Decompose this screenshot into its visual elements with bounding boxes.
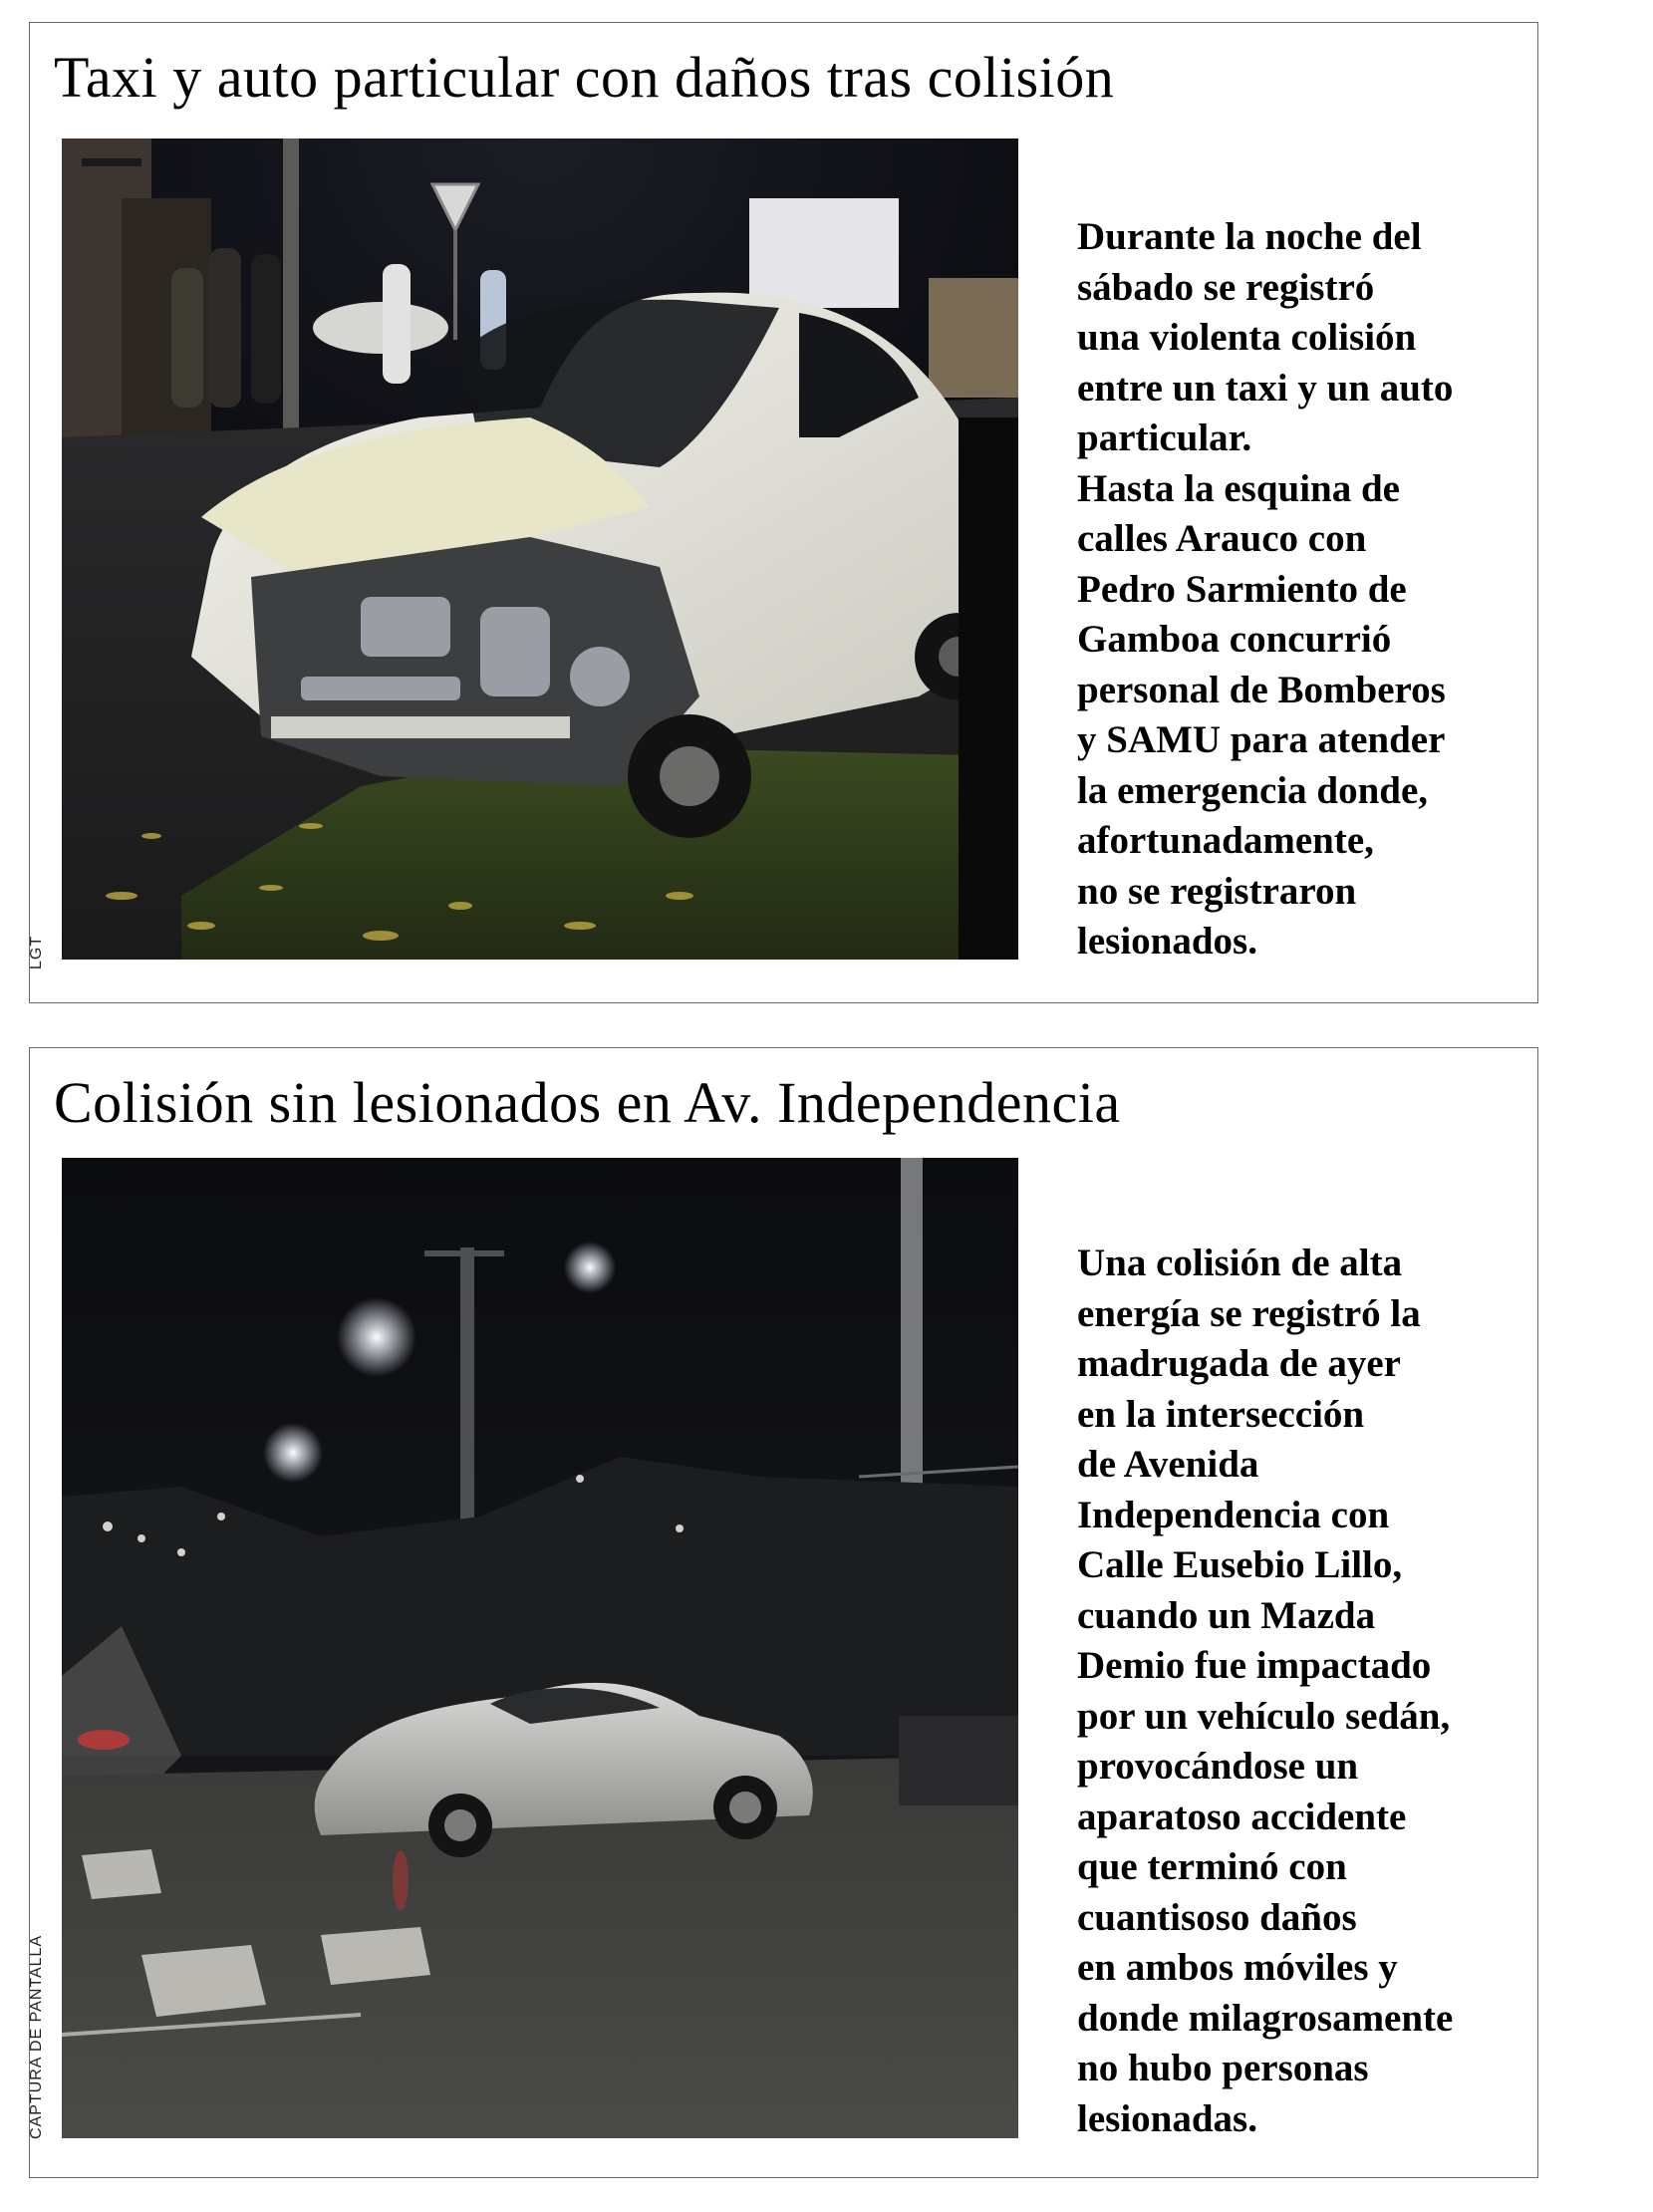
body-line: donde milagrosamente: [1077, 1996, 1454, 2040]
headline: Taxi y auto particular con daños tras colisión: [54, 45, 1115, 110]
body-line: cuantisoso daños: [1077, 1895, 1357, 1939]
intersection-illustration: [62, 1158, 1018, 2138]
body-line: en ambos móviles y: [1077, 1946, 1398, 1989]
photo-crashed-car: [62, 138, 1018, 960]
story-body: [1077, 212, 1525, 968]
body-line: lesionados.: [1077, 920, 1257, 963]
body-line: que terminó con: [1077, 1845, 1347, 1888]
body-line: Pedro Sarmiento de: [1077, 567, 1407, 611]
photo-credit: LGT: [28, 935, 45, 969]
body-line: entre un taxi y un auto: [1077, 366, 1454, 410]
body-line: la emergencia donde,: [1077, 768, 1429, 812]
body-line: no hubo personas: [1077, 2047, 1369, 2089]
body-line: calles Arauco con: [1077, 517, 1367, 560]
body-line: Durante la noche del: [1077, 215, 1422, 258]
body-line: particular.: [1077, 416, 1252, 459]
body-line: lesionadas.: [1077, 2096, 1257, 2140]
body-line: y SAMU para atender: [1077, 718, 1446, 761]
body-line: por un vehículo sedán,: [1077, 1694, 1451, 1738]
body-line: Demio fue impactado: [1077, 1644, 1432, 1687]
body-line: aparatoso accidente: [1077, 1795, 1407, 1838]
body-line: Independencia con: [1077, 1493, 1390, 1536]
body-line: energía se registró la: [1077, 1291, 1421, 1335]
body-line: personal de Bomberos: [1077, 668, 1446, 711]
body-line: una violenta colisión: [1077, 316, 1417, 359]
body-line: cuando un Mazda: [1077, 1593, 1376, 1637]
news-story-taxi-collision: [29, 22, 1538, 1003]
body-line: afortunadamente,: [1077, 819, 1374, 862]
headline: Colisión sin lesionados en Av. Independencia: [54, 1070, 1121, 1135]
photo-credit: CAPTURA DE PANTALLA: [28, 1934, 45, 2139]
body-line: provocándose un: [1077, 1745, 1359, 1788]
crashed-car-illustration: [62, 138, 1018, 960]
body-line: madrugada de ayer: [1077, 1342, 1401, 1385]
story-body: [1077, 1239, 1525, 2144]
news-story-independencia-collision: [29, 1047, 1538, 2178]
body-line: Gamboa concurrió: [1077, 618, 1392, 661]
body-line: Hasta la esquina de: [1077, 466, 1400, 510]
body-line: no se registraron: [1077, 869, 1357, 913]
photo-intersection: [62, 1158, 1018, 2138]
body-line: sábado se registró: [1077, 265, 1375, 309]
body-line: de Avenida: [1077, 1443, 1259, 1486]
body-line: Una colisión de alta: [1077, 1242, 1403, 1284]
body-line: Calle Eusebio Lillo,: [1077, 1543, 1403, 1586]
body-line: en la intersección: [1077, 1392, 1365, 1436]
